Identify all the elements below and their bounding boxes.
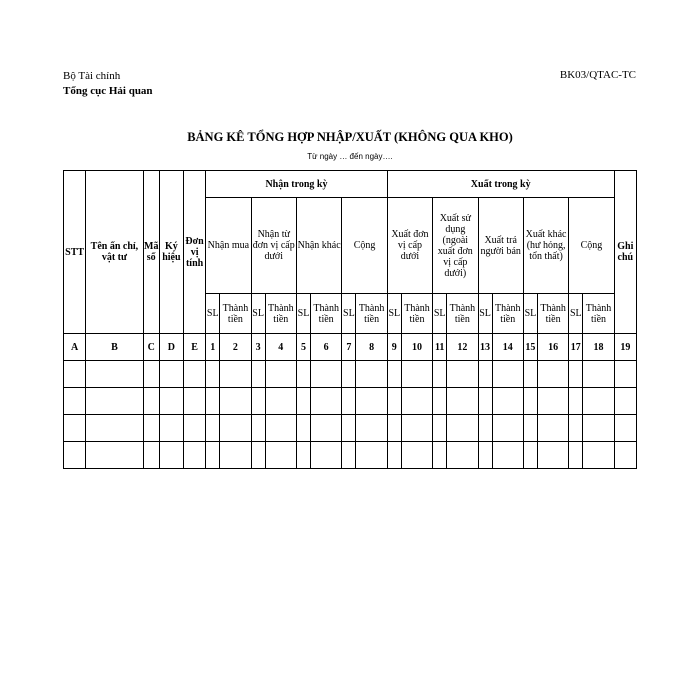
table-cell [614, 442, 636, 469]
subheader-sl: SL [296, 294, 310, 334]
index-cell: 12 [447, 334, 478, 361]
group-header-in: Nhận trong kỳ [206, 171, 388, 198]
table-cell [433, 415, 447, 442]
table-cell [251, 415, 265, 442]
table-cell [614, 415, 636, 442]
index-cell: 15 [523, 334, 537, 361]
table-cell [387, 415, 401, 442]
table-cell [583, 361, 614, 388]
table-cell [478, 415, 492, 442]
table-cell [433, 361, 447, 388]
index-cell: 18 [583, 334, 614, 361]
table-cell [265, 442, 296, 469]
table-cell [311, 442, 342, 469]
table-cell [342, 442, 356, 469]
table-cell [523, 361, 537, 388]
table-cell [537, 361, 568, 388]
index-cell: 2 [220, 334, 251, 361]
table-cell [583, 415, 614, 442]
table-cell [356, 415, 387, 442]
table-cell [342, 388, 356, 415]
table-cell [569, 388, 583, 415]
group-header-out: Xuất trong kỳ [387, 171, 614, 198]
index-cell: B [86, 334, 143, 361]
subheader-thanh-tien: Thành tiền [356, 294, 387, 334]
department-name: Tổng cục Hải quan [63, 85, 153, 97]
col-header-symbol: Ký hiệu [159, 171, 183, 334]
organization-header [63, 69, 153, 99]
subheader-thanh-tien: Thành tiền [401, 294, 432, 334]
header-row-groups [64, 171, 637, 198]
subheader-sl: SL [478, 294, 492, 334]
subheader-thanh-tien: Thành tiền [311, 294, 342, 334]
table-cell [523, 388, 537, 415]
subheader-out-subunit: Xuất đơn vị cấp dưới [387, 198, 432, 294]
document-title: BẢNG KÊ TỔNG HỢP NHẬP/XUẤT (KHÔNG QUA KHO) [187, 130, 513, 144]
table-cell [537, 415, 568, 442]
subheader-sl: SL [523, 294, 537, 334]
table-row [64, 442, 637, 469]
table-cell [206, 415, 220, 442]
table-cell [64, 415, 86, 442]
index-cell: 4 [265, 334, 296, 361]
table-cell [583, 388, 614, 415]
index-cell: 10 [401, 334, 432, 361]
ministry-name: Bộ Tài chính [63, 70, 121, 82]
table-cell [86, 388, 143, 415]
table-cell [64, 442, 86, 469]
table-cell [143, 442, 159, 469]
subheader-sl: SL [342, 294, 356, 334]
table-cell [401, 442, 432, 469]
table-cell [401, 415, 432, 442]
table-cell [569, 442, 583, 469]
date-range: Từ ngày … đến ngày…. [307, 152, 393, 161]
table-cell [478, 442, 492, 469]
table-cell [86, 415, 143, 442]
table-cell [251, 388, 265, 415]
table-cell [401, 388, 432, 415]
table-cell [387, 442, 401, 469]
table-cell [296, 388, 310, 415]
table-cell [220, 388, 251, 415]
table-cell [184, 361, 206, 388]
table-cell [206, 361, 220, 388]
table-cell [447, 361, 478, 388]
subheader-in-total: Cộng [342, 198, 387, 294]
table-cell [251, 361, 265, 388]
table-row [64, 388, 637, 415]
index-row [64, 334, 637, 361]
table-cell [523, 415, 537, 442]
subheader-sl: SL [206, 294, 220, 334]
col-header-stt: STT [64, 171, 86, 334]
table-cell [251, 442, 265, 469]
subheader-thanh-tien: Thành tiền [220, 294, 251, 334]
subheader-thanh-tien: Thành tiền [492, 294, 523, 334]
table-cell [492, 388, 523, 415]
subheader-in-subunit: Nhận từ đơn vị cấp dưới [251, 198, 296, 294]
subheader-sl: SL [433, 294, 447, 334]
table-cell [342, 361, 356, 388]
table-cell [86, 361, 143, 388]
summary-table [63, 170, 637, 469]
table-cell [64, 388, 86, 415]
table-cell [447, 415, 478, 442]
table-cell [433, 442, 447, 469]
index-cell: E [184, 334, 206, 361]
table-cell [492, 415, 523, 442]
index-cell: 17 [569, 334, 583, 361]
index-cell: 6 [311, 334, 342, 361]
table-cell [86, 442, 143, 469]
col-header-unit: Đơn vị tính [184, 171, 206, 334]
table-cell [478, 361, 492, 388]
table-cell [433, 388, 447, 415]
index-cell: C [143, 334, 159, 361]
table-cell [537, 388, 568, 415]
subheader-sl: SL [251, 294, 265, 334]
subheader-thanh-tien: Thành tiền [447, 294, 478, 334]
subheader-out-total: Cộng [569, 198, 614, 294]
table-cell [206, 388, 220, 415]
table-cell [159, 415, 183, 442]
table-cell [569, 361, 583, 388]
table-cell [265, 361, 296, 388]
table-cell [523, 442, 537, 469]
table-cell [265, 415, 296, 442]
table-cell [492, 442, 523, 469]
index-cell: 19 [614, 334, 636, 361]
index-cell: A [64, 334, 86, 361]
table-cell [184, 415, 206, 442]
index-cell: 1 [206, 334, 220, 361]
table-cell [296, 442, 310, 469]
index-cell: 13 [478, 334, 492, 361]
table-cell [159, 361, 183, 388]
table-cell [184, 388, 206, 415]
subheader-thanh-tien: Thành tiền [537, 294, 568, 334]
table-cell [447, 388, 478, 415]
col-header-note: Ghi chú [614, 171, 636, 334]
index-cell: 7 [342, 334, 356, 361]
table-cell [64, 361, 86, 388]
table-cell [265, 388, 296, 415]
table-cell [447, 442, 478, 469]
table-cell [143, 361, 159, 388]
table-cell [342, 415, 356, 442]
subheader-in-other: Nhận khác [296, 198, 341, 294]
table-cell [387, 388, 401, 415]
index-cell: 11 [433, 334, 447, 361]
table-cell [206, 442, 220, 469]
subheader-in-buy: Nhận mua [206, 198, 251, 294]
table-cell [387, 361, 401, 388]
index-cell: 16 [537, 334, 568, 361]
col-header-name: Tên ấn chỉ, vật tư [86, 171, 143, 334]
table-cell [220, 415, 251, 442]
index-cell: 3 [251, 334, 265, 361]
subheader-sl: SL [387, 294, 401, 334]
table-cell [143, 388, 159, 415]
subheader-thanh-tien: Thành tiền [583, 294, 614, 334]
col-header-code: Mã số [143, 171, 159, 334]
subheader-thanh-tien: Thành tiền [265, 294, 296, 334]
index-cell: 5 [296, 334, 310, 361]
table-cell [220, 361, 251, 388]
table-cell [296, 361, 310, 388]
table-cell [159, 442, 183, 469]
table-cell [583, 442, 614, 469]
subheader-out-return: Xuất trả người bán [478, 198, 523, 294]
table-cell [159, 388, 183, 415]
table-cell [311, 415, 342, 442]
subheader-sl: SL [569, 294, 583, 334]
table-cell [356, 361, 387, 388]
table-cell [478, 388, 492, 415]
subheader-out-use: Xuất sử dụng (ngoài xuất đơn vị cấp dưới) [433, 198, 478, 294]
table-cell [356, 388, 387, 415]
table-cell [569, 415, 583, 442]
form-code: BK03/QTAC-TC [559, 69, 636, 81]
table-cell [296, 415, 310, 442]
table-cell [401, 361, 432, 388]
table-cell [220, 442, 251, 469]
index-cell: 14 [492, 334, 523, 361]
index-cell: D [159, 334, 183, 361]
subheader-out-other: Xuất khác (hư hỏng, tổn thất) [523, 198, 568, 294]
table-cell [143, 415, 159, 442]
table-cell [184, 442, 206, 469]
table-cell [492, 361, 523, 388]
table-row [64, 361, 637, 388]
table-cell [311, 388, 342, 415]
table-cell [537, 442, 568, 469]
table-cell [614, 388, 636, 415]
table-cell [614, 361, 636, 388]
index-cell: 8 [356, 334, 387, 361]
table-row [64, 415, 637, 442]
index-cell: 9 [387, 334, 401, 361]
table-cell [356, 442, 387, 469]
table-cell [311, 361, 342, 388]
